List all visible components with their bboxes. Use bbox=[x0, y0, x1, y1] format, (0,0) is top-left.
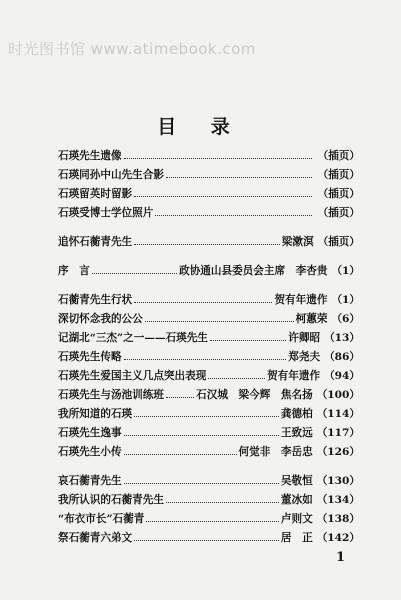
toc-entry-author: 贺有年遗作 bbox=[267, 370, 321, 382]
toc-entry-author: 许卿昭 bbox=[288, 332, 321, 344]
toc-entry[interactable] bbox=[58, 236, 360, 255]
dot-leader bbox=[124, 351, 287, 360]
dot-leader bbox=[134, 294, 272, 303]
table-of-contents bbox=[58, 150, 360, 551]
toc-entry[interactable] bbox=[58, 294, 360, 313]
toc-entry-title: 石瑛受博士学位照片 bbox=[58, 207, 154, 219]
dot-leader bbox=[124, 150, 312, 159]
toc-entry-page: （插页） bbox=[317, 150, 360, 162]
page-number: 1 bbox=[335, 550, 345, 565]
toc-entry-title: 石瑛先生小传 bbox=[58, 446, 122, 458]
toc-entry-title: 记湖北“三杰”之一——石瑛先生 bbox=[58, 332, 208, 344]
toc-entry[interactable] bbox=[58, 188, 360, 207]
dot-leader bbox=[124, 446, 237, 455]
toc-entry[interactable] bbox=[58, 332, 360, 351]
toc-entry[interactable] bbox=[58, 532, 360, 551]
toc-entry-author: 政协通山县委员会主席 李杏贵 bbox=[179, 265, 328, 277]
toc-entry-author: 何觉非 李岳忠 bbox=[238, 446, 313, 458]
dot-leader bbox=[146, 513, 279, 522]
dot-leader bbox=[134, 236, 280, 245]
dot-leader bbox=[208, 370, 265, 379]
toc-entry[interactable] bbox=[58, 475, 360, 494]
toc-entry-title: 石蘅青先生行状 bbox=[58, 294, 133, 306]
toc-entry-title: 石瑛先生逸事 bbox=[58, 427, 122, 439]
toc-entry-page: （插页） bbox=[317, 188, 360, 200]
toc-entry-page: （94） bbox=[324, 370, 360, 382]
toc-entry[interactable] bbox=[58, 408, 360, 427]
toc-entry[interactable] bbox=[58, 446, 360, 465]
toc-entry-page: （100） bbox=[316, 389, 360, 401]
toc-entry[interactable] bbox=[58, 169, 360, 188]
toc-entry-page: （142） bbox=[316, 532, 360, 544]
dot-leader bbox=[124, 427, 279, 436]
toc-entry-title: 我所知道的石瑛 bbox=[58, 408, 133, 420]
toc-entry-title: 石瑛先生爱国主义几点突出表现 bbox=[58, 370, 207, 382]
toc-entry[interactable] bbox=[58, 494, 360, 513]
toc-entry-title: 祭石蘅青六弟文 bbox=[58, 532, 133, 544]
toc-entry-title: 追怀石蘅青先生 bbox=[58, 236, 133, 248]
dot-leader bbox=[166, 494, 279, 503]
toc-entry-title: 我所认识的石蘅青先生 bbox=[58, 494, 164, 506]
toc-entry-title: 石瑛先生传略 bbox=[58, 351, 122, 363]
toc-entry-page: （13） bbox=[324, 332, 360, 344]
page-title: 目 录 bbox=[157, 116, 244, 138]
toc-entry-title: 石瑛先生遗像 bbox=[58, 150, 122, 162]
toc-entry[interactable] bbox=[58, 370, 360, 389]
dot-leader bbox=[210, 332, 286, 341]
toc-entry-author: 石汉城 梁今辉 焦名扬 bbox=[196, 389, 313, 401]
dot-leader bbox=[134, 188, 311, 197]
toc-entry-page: （1） bbox=[331, 294, 360, 306]
dot-leader bbox=[166, 389, 194, 398]
toc-entry-title: “布衣市长”石蘅青 bbox=[58, 513, 145, 525]
toc-entry-page: （插页） bbox=[317, 169, 360, 181]
toc-entry-page: （插页） bbox=[317, 236, 360, 248]
toc-entry[interactable] bbox=[58, 427, 360, 446]
toc-entry-page: （1） bbox=[331, 265, 360, 277]
dot-leader bbox=[134, 532, 279, 541]
toc-entry-title: 深切怀念我的公公 bbox=[58, 313, 143, 325]
toc-entry-page: （134） bbox=[316, 494, 360, 506]
toc-entry-author: 柯蕙荣 bbox=[295, 313, 328, 325]
toc-entry-page: （114） bbox=[316, 408, 360, 420]
toc-entry-author: 卢则文 bbox=[280, 513, 313, 525]
toc-entry-author: 梁漱溟 bbox=[281, 236, 314, 248]
toc-entry[interactable] bbox=[58, 351, 360, 370]
toc-entry[interactable] bbox=[58, 313, 360, 332]
toc-entry-page: （138） bbox=[316, 513, 360, 525]
toc-entry-author: 王致远 bbox=[280, 427, 313, 439]
toc-entry-page: （插页） bbox=[317, 207, 360, 219]
toc-entry-page: （117） bbox=[316, 427, 360, 439]
toc-entry-page: （86） bbox=[324, 351, 360, 363]
toc-entry-title: 石瑛同孙中山先生合影 bbox=[58, 169, 164, 181]
toc-entry-author: 吴敬恒 bbox=[280, 475, 313, 487]
toc-entry-author: 龚德柏 bbox=[280, 408, 313, 420]
toc-entry-author: 贺有年遗作 bbox=[274, 294, 328, 306]
toc-entry-page: （130） bbox=[316, 475, 360, 487]
toc-entry-title: 哀石蘅青先生 bbox=[58, 475, 122, 487]
dot-leader bbox=[124, 475, 279, 484]
toc-entry[interactable] bbox=[58, 150, 360, 169]
dot-leader bbox=[145, 313, 294, 322]
toc-entry[interactable] bbox=[58, 513, 360, 532]
toc-entry[interactable] bbox=[58, 265, 360, 284]
toc-entry-author: 董冰如 bbox=[280, 494, 313, 506]
toc-entry-title: 石瑛留英时留影 bbox=[58, 188, 133, 200]
toc-entry[interactable] bbox=[58, 207, 360, 226]
dot-leader bbox=[166, 169, 312, 178]
dot-leader bbox=[92, 265, 177, 274]
toc-entry-page: （126） bbox=[316, 446, 360, 458]
toc-entry-title: 序 言 bbox=[58, 265, 90, 277]
toc-entry[interactable] bbox=[58, 389, 360, 408]
dot-leader bbox=[134, 408, 279, 417]
toc-entry-author: 郑尧夫 bbox=[288, 351, 321, 363]
dot-leader bbox=[155, 207, 311, 216]
watermark: 时光图书馆 www.atimebook.com bbox=[8, 40, 256, 58]
toc-entry-page: （6） bbox=[331, 313, 360, 325]
toc-entry-title: 石瑛先生与汤池训练班 bbox=[58, 389, 164, 401]
toc-entry-author: 居 正 bbox=[280, 532, 313, 544]
